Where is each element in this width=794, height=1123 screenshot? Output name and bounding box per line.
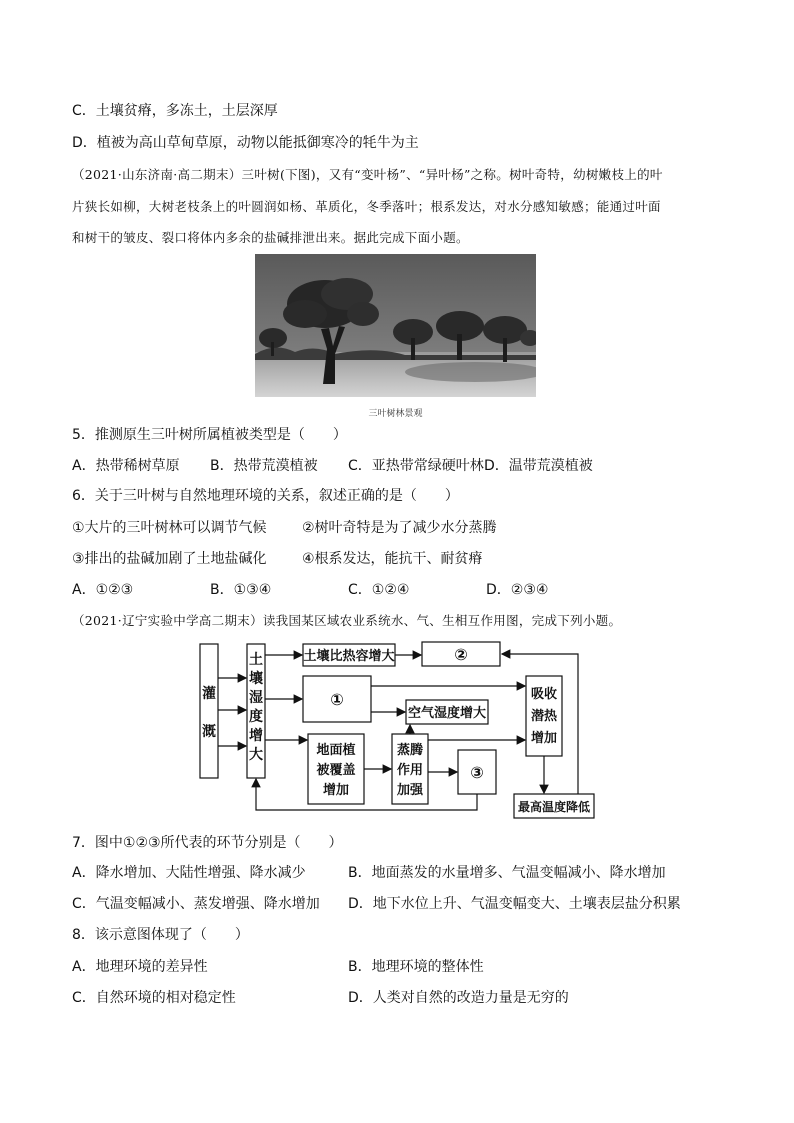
soil-moisture-char-6: 大 bbox=[249, 747, 263, 763]
q6-option-b: B．①③④ bbox=[210, 582, 272, 598]
photo-caption: 三叶树林景观 bbox=[368, 409, 423, 419]
transpiration-label-1: 蒸腾 bbox=[396, 743, 424, 758]
passage1-line1: （2021·山东济南·高二期末）三叶树(下图)，又有“变叶杨”、“异叶杨”之称。树叶奇特，幼树嫩枝上的叶 bbox=[72, 167, 663, 182]
max-temperature-label: 最高温度降低 bbox=[517, 800, 591, 814]
soil-moisture-char-1: 土 bbox=[249, 652, 263, 668]
interaction-flow-diagram bbox=[196, 640, 600, 820]
q5-option-a: A．热带稀树草原 bbox=[72, 458, 180, 474]
passage2-line1: （2021·辽宁实验中学高二期末）读我国某区域农业系统水、气、生相互作用图，完成下列小题。 bbox=[72, 613, 622, 628]
question-7-stem: 7．图中①②③所代表的环节分别是（ ） bbox=[72, 835, 343, 851]
option-c-previous: C．土壤贫瘠，多冻土，土层深厚 bbox=[72, 103, 278, 119]
q8-option-b: B．地理环境的整体性 bbox=[348, 959, 484, 975]
q6-option-a: A．①②③ bbox=[72, 582, 134, 598]
soil-moisture-char-3: 湿 bbox=[249, 690, 263, 706]
q6-option-c: C．①②④ bbox=[348, 582, 410, 598]
irrigation-label-1: 灌 bbox=[202, 686, 216, 702]
q7-option-a: A．降水增加、大陆性增强、降水减少 bbox=[72, 865, 306, 881]
q6-statement-3: ③排出的盐碱加剧了土地盐碱化 bbox=[72, 551, 267, 567]
irrigation-label-2: 溉 bbox=[202, 724, 216, 740]
flow-diagram-svg bbox=[196, 640, 600, 820]
absorb-label-1: 吸收 bbox=[530, 687, 558, 702]
q7-option-b: B．地面蒸发的水量增多、气温变幅减小、降水增加 bbox=[348, 865, 666, 881]
question-8-stem: 8．该示意图体现了（ ） bbox=[72, 927, 249, 943]
box-1-label: ① bbox=[330, 690, 344, 709]
soil-moisture-char-2: 壤 bbox=[249, 671, 263, 687]
soil-moisture-char-5: 增 bbox=[249, 728, 263, 744]
passage1-line2: 片狭长如柳，大树老枝条上的叶圆润如杨、革质化，冬季落叶；根系发达，对水分感知敏感；能通过叶面 bbox=[72, 199, 661, 214]
q6-option-d: D．②③④ bbox=[486, 582, 549, 598]
q6-statement-1: ①大片的三叶树林可以调节气候 bbox=[72, 520, 267, 536]
transpiration-label-3: 加强 bbox=[396, 783, 424, 798]
box-3-label: ③ bbox=[470, 763, 484, 782]
q8-option-d: D．人类对自然的改造力量是无穷的 bbox=[348, 990, 569, 1006]
question-6-stem: 6．关于三叶树与自然地理环境的关系，叙述正确的是（ ） bbox=[72, 488, 459, 504]
transpiration-label-2: 作用 bbox=[396, 763, 424, 778]
q5-option-c: C．亚热带常绿硬叶林 bbox=[348, 458, 484, 474]
q8-option-c: C．自然环境的相对稳定性 bbox=[72, 990, 236, 1006]
q5-option-d: D．温带荒漠植被 bbox=[484, 458, 593, 474]
q6-statement-2: ②树叶奇特是为了减少水分蒸腾 bbox=[302, 520, 497, 536]
absorb-label-3: 增加 bbox=[530, 731, 558, 746]
vegetation-label-1: 地面植 bbox=[316, 743, 356, 758]
option-d-previous: D．植被为高山草甸草原，动物以能抵御寒冷的牦牛为主 bbox=[72, 135, 419, 151]
q5-option-b: B．热带荒漠植被 bbox=[210, 458, 318, 474]
question-5-stem: 5．推测原生三叶树所属植被类型是（ ） bbox=[72, 427, 347, 443]
passage1-line3: 和树干的皱皮、裂口将体内多余的盐碱排泄出来。据此完成下面小题。 bbox=[72, 230, 469, 245]
vegetation-label-3: 增加 bbox=[322, 783, 350, 798]
heat-capacity-label: 土壤比热容增大 bbox=[303, 649, 395, 664]
landscape-image bbox=[255, 254, 536, 397]
irrigation-box bbox=[200, 644, 218, 778]
q7-option-c: C．气温变幅减小、蒸发增强、降水增加 bbox=[72, 896, 320, 912]
soil-moisture-char-4: 度 bbox=[249, 709, 263, 725]
populus-forest-photo bbox=[255, 254, 536, 397]
box-2-label: ② bbox=[454, 645, 468, 664]
q6-statement-4: ④根系发达，能抗干、耐贫瘠 bbox=[302, 551, 483, 567]
q8-option-a: A．地理环境的差异性 bbox=[72, 959, 208, 975]
vegetation-label-2: 被覆盖 bbox=[316, 763, 356, 778]
air-humidity-label: 空气湿度增大 bbox=[407, 706, 487, 721]
q7-option-d: D．地下水位上升、气温变幅变大、土壤表层盐分积累 bbox=[348, 896, 681, 912]
absorb-label-2: 潜热 bbox=[530, 709, 558, 724]
